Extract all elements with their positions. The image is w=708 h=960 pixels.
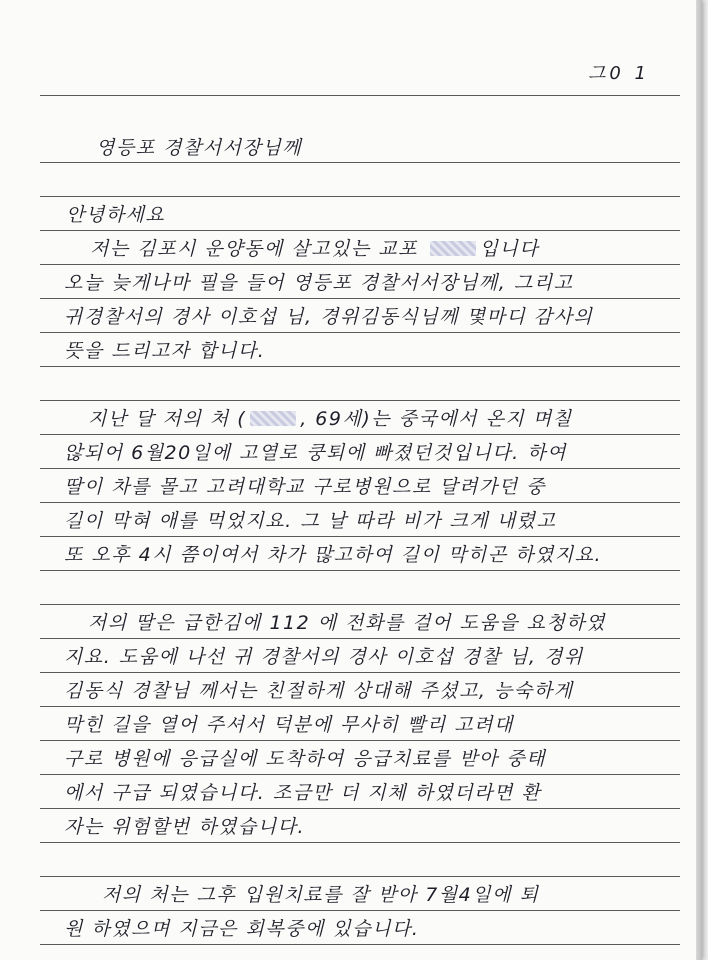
ruled-line [40,162,680,163]
ruled-line [40,95,680,96]
ruled-line [40,604,680,605]
page-number: 그0 1 [588,63,651,84]
ruled-line [40,910,680,911]
paragraph2-line1-text: 지난 달 저의 처 ( [88,408,247,430]
ruled-line [40,264,680,265]
ruled-line [40,638,680,639]
paragraph3-line6: 에서 구급 되였습니다. 조금만 더 지체 하였더라면 환 [64,782,542,804]
paragraph2-line3: 딸이 차를 몰고 고려대학교 구로병원으로 달려가던 중 [64,476,547,498]
paragraph3-line3: 김동식 경찰님 께서는 친절하게 상대해 주셨고, 능숙하게 [64,680,574,702]
greeting: 안녕하세요 [66,204,166,226]
ruled-line [40,876,680,877]
paragraph1-line2: 오늘 늦게나마 필을 들어 영등포 경찰서서장님께, 그리고 [64,272,574,294]
salutation: 영등포 경찰서서장님께 [96,137,303,159]
paragraph2-line4: 길이 막혀 애를 먹었지요. 그 날 따라 비가 크게 내렸고 [64,510,557,532]
paragraph3-line1: 저의 딸은 급한김에 112 에 전화를 걸어 도움을 요청하였 [88,612,607,634]
paragraph1-line4: 뜻을 드리고자 합니다. [64,340,266,362]
paragraph1-line3: 귀경찰서의 경사 이호섭 님, 경위김동식님께 몇마디 감사의 [64,306,594,328]
ruled-line [40,842,680,843]
ruled-line [40,536,680,537]
paragraph4-line1: 저의 처는 그후 입원치료를 잘 받아 7월4일에 퇴 [102,884,540,906]
ruled-line [40,366,680,367]
paragraph2-line5: 또 오후 4시 쯤이여서 차가 많고하여 길이 막히곤 하였지요. [64,544,603,566]
ruled-line [40,230,680,231]
ruled-line [40,570,680,571]
paragraph2-line1-suffix: , 69세)는 중국에서 온지 며칠 [300,408,573,430]
paragraph1-line1 [90,237,539,261]
paragraph3-line7: 자는 위험할번 하였습니다. [64,816,306,838]
ruled-line [40,468,680,469]
paper-edge [696,0,702,960]
paragraph1-line1-suffix: 입니다 [479,238,540,260]
ruled-line [40,740,680,741]
paragraph4-line2: 원 하였으며 지금은 회복중에 있습니다. [64,918,420,940]
paragraph3-line4: 막힌 길을 열어 주셔서 덕분에 무사히 빨리 고려대 [64,714,514,736]
paragraph2-line1 [88,407,573,431]
ruled-line [40,944,680,945]
paragraph2-line2: 않되어 6월20일에 고열로 쿵퇴에 빠졌던것입니다. 하여 [64,442,567,464]
paragraph1-line1-text: 저는 김포시 운양동에 살고있는 교포 [90,238,426,260]
redacted-name [250,411,296,426]
ruled-line [40,502,680,503]
ruled-line [40,808,680,809]
paragraph3-line5: 구로 병원에 응급실에 도착하여 응급치료를 받아 중태 [64,748,547,770]
ruled-line [40,434,680,435]
paragraph3-line2: 지요. 도움에 나선 귀 경찰서의 경사 이호섭 경찰 님, 경위 [64,646,584,668]
ruled-line [40,196,680,197]
ruled-line [40,332,680,333]
ruled-line [40,774,680,775]
ruled-line [40,298,680,299]
ruled-line [40,672,680,673]
ruled-line [40,400,680,401]
redacted-name [430,241,476,256]
ruled-line [40,706,680,707]
